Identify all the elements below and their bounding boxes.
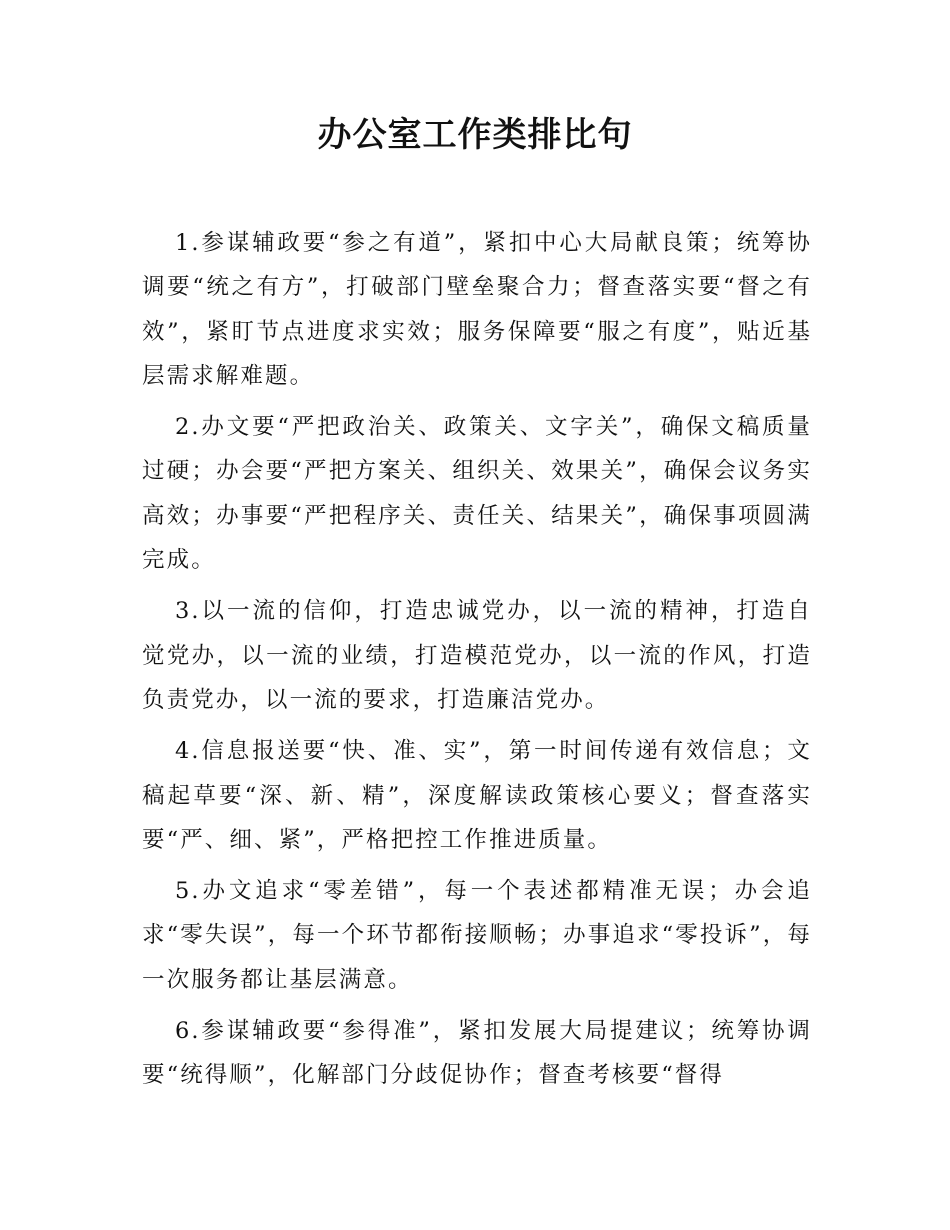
paragraph-1: 1.参谋辅政要“参之有道”，紧扣中心大局献良策；统筹协调要“统之有方”，打破部门壁垒聚合力；督查落实要“督之有效”，紧盯节点进度求实效；服务保障要“服之有度”，贴近基层需求解难题。 <box>142 230 812 389</box>
paragraph-6: 6.参谋辅政要“参得准”，紧扣发展大局提建议；统筹协调要“统得顺”，化解部门分歧促协作；督查考核要“督得 <box>142 1018 812 1089</box>
document-body <box>142 221 812 1105</box>
paragraph-5: 5.办文追求“零差错”，每一个表述都精准无误；办会追求“零失误”，每一个环节都衔接顺畅；办事追求“零投诉”，每一次服务都让基层满意。 <box>142 878 812 993</box>
paragraph-2: 2.办文要“严把政治关、政策关、文字关”，确保文稿质量过硬；办会要“严把方案关、组织关、效果关”，确保会议务实高效；办事要“严把程序关、责任关、结果关”，确保事项圆满完成。 <box>142 414 812 574</box>
document-title: 办公室工作类排比句 <box>317 115 633 155</box>
paragraph-3: 3.以一流的信仰，打造忠诚党办，以一流的精神，打造自觉党办，以一流的业绩，打造模范党办，以一流的作风，打造负责党办，以一流的要求，打造廉洁党办。 <box>142 598 812 713</box>
paragraph-4: 4.信息报送要“快、准、实”，第一时间传递有效信息；文稿起草要“深、新、精”，深度解读政策核心要义；督查落实要“严、细、紧”，严格把控工作推进质量。 <box>142 738 812 853</box>
